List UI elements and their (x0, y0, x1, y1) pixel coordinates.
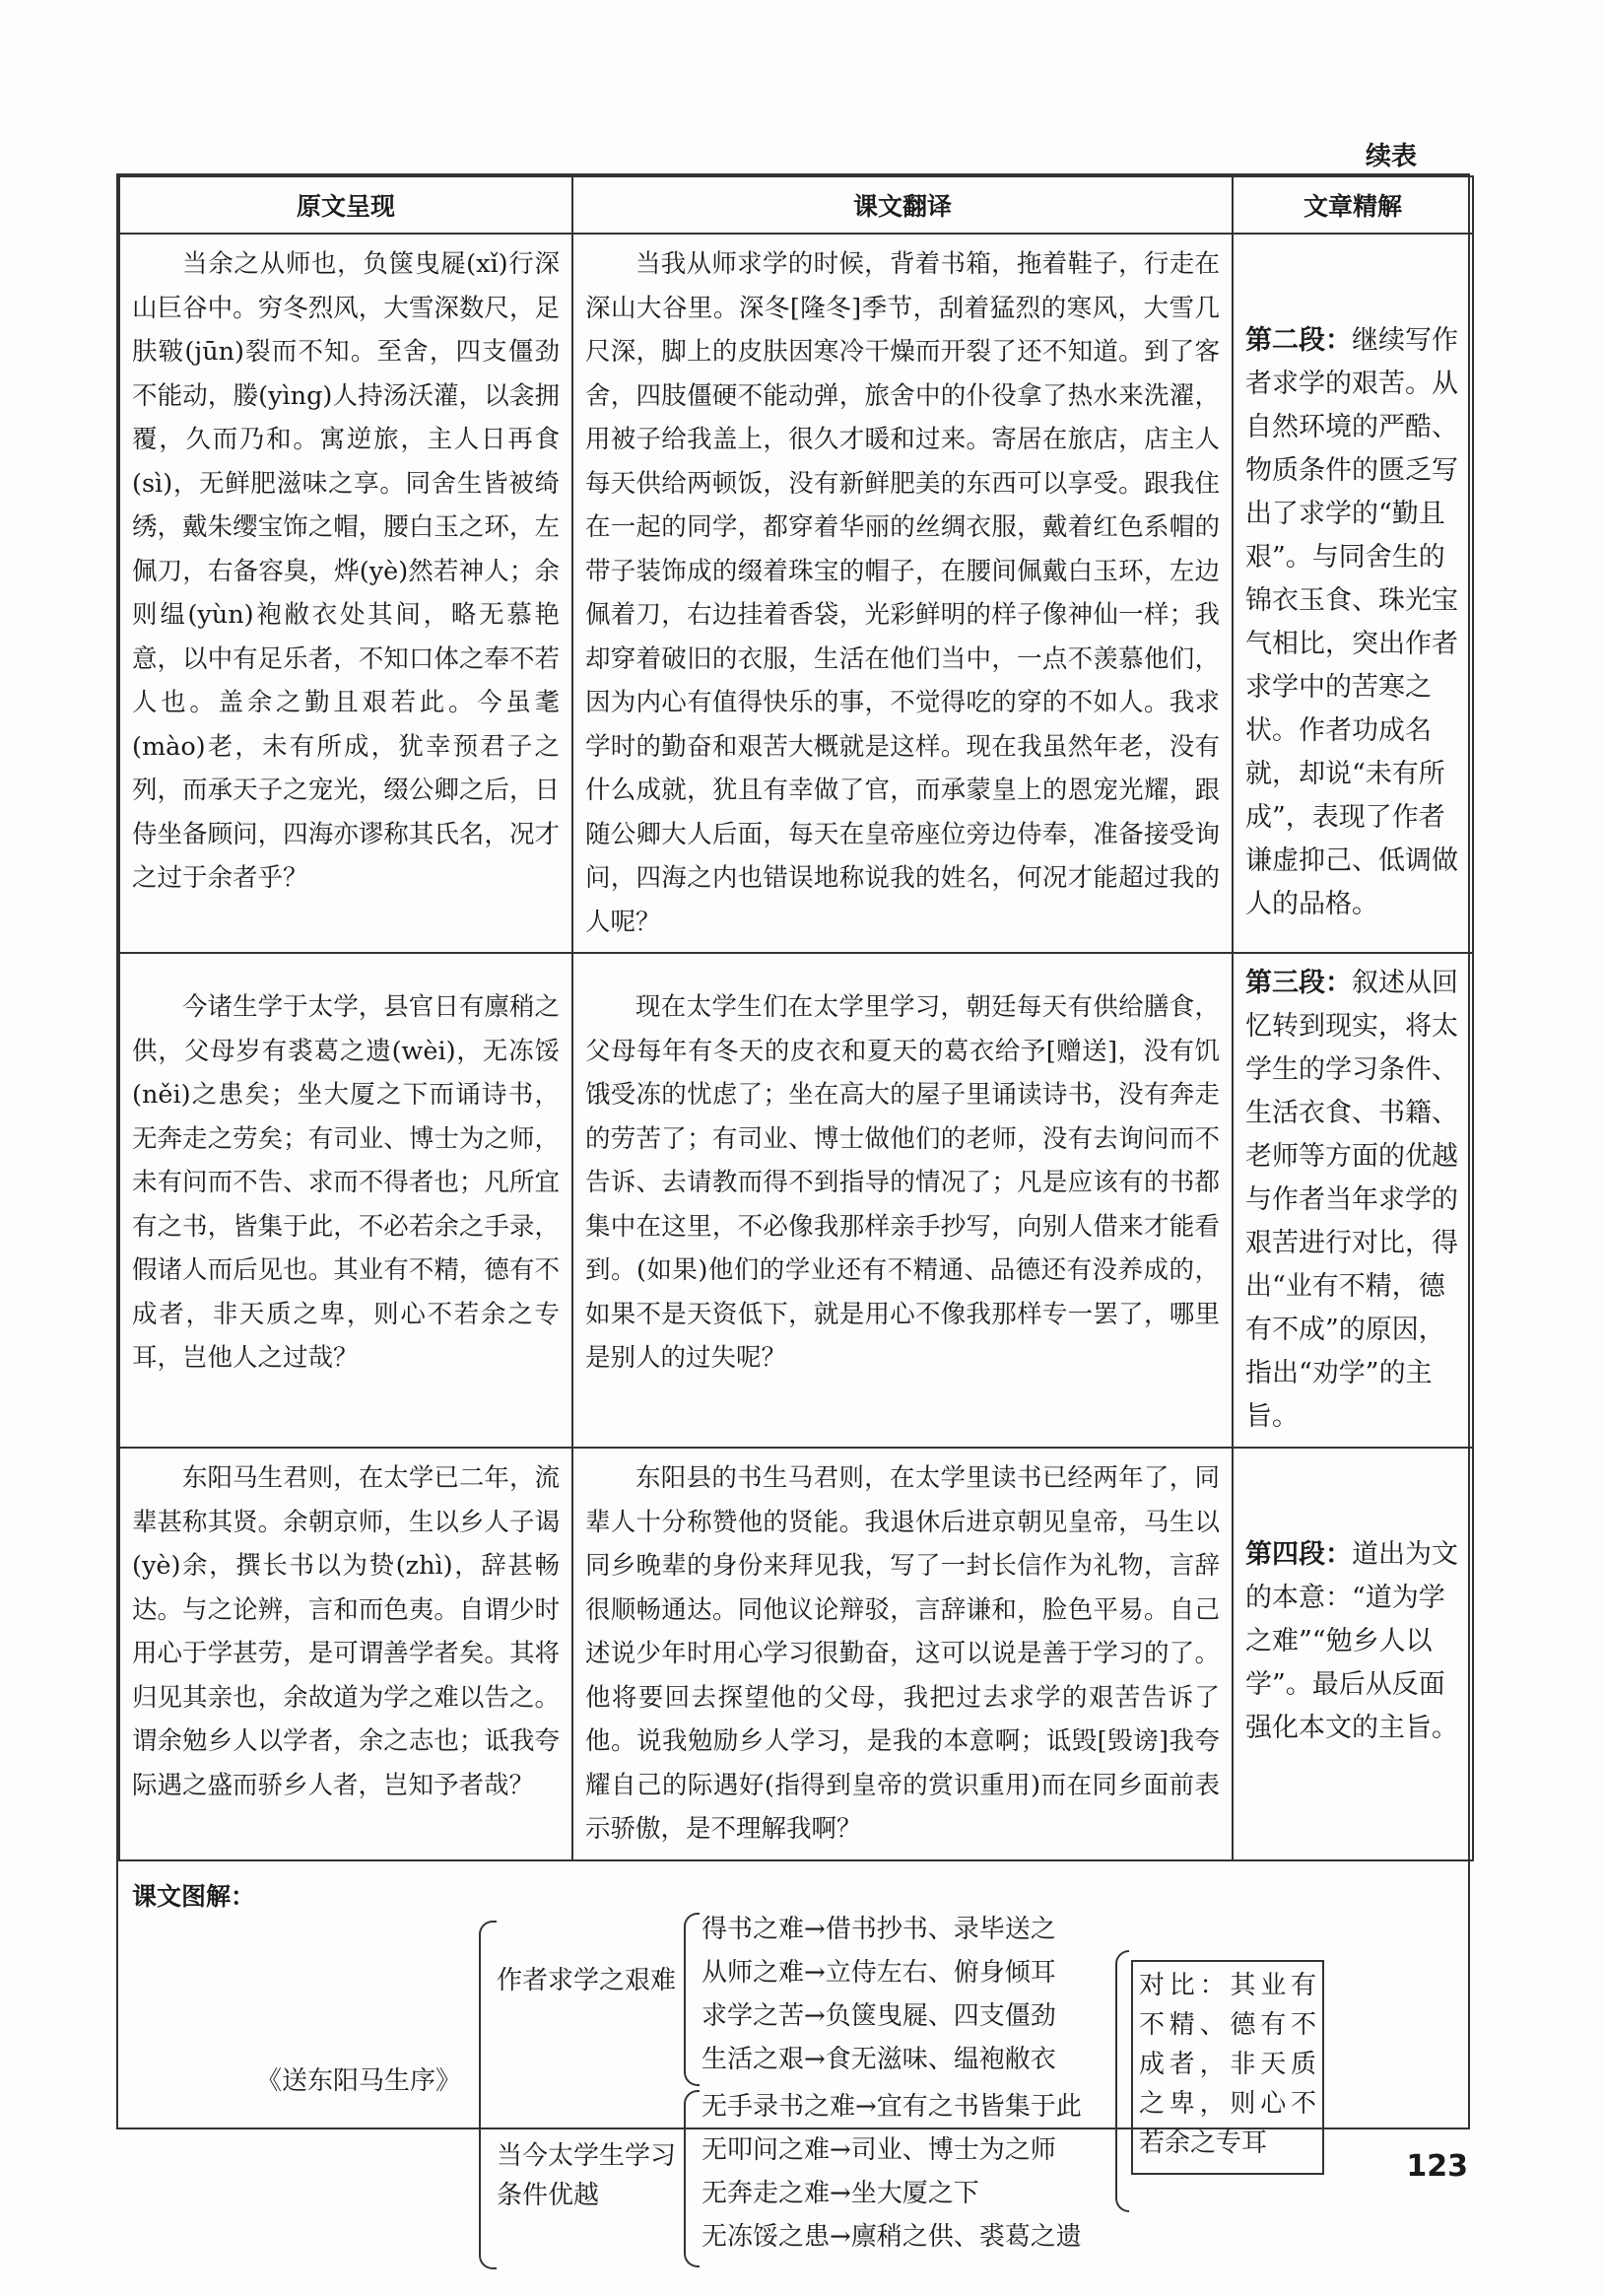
analysis-title: 第三段： (1245, 968, 1352, 998)
table-row (119, 234, 1473, 953)
original-text-cell (119, 234, 572, 953)
analysis-cell (1233, 1448, 1473, 1860)
branch2-brace (684, 2090, 700, 2267)
analysis-cell (1233, 953, 1473, 1448)
page-number: 123 (1406, 2149, 1468, 2184)
table-row (119, 953, 1473, 1448)
header-original: 原文呈现 (119, 176, 572, 234)
analysis-text: 道出为文的本意：“道为学之难”“勉乡人以学”。最后从反面强化本文的主旨。 (1245, 1539, 1458, 1743)
branch1-brace (684, 1913, 700, 2086)
translation-text: 东阳县的书生马君则，在太学里读书已经两年了，同辈人十分称赞他的贤能。我退休后进京朝见皇帝，马生以同乡晚辈的身份来拜见我，写了一封长信作为礼物，言辞很顺畅通达。同他议论辩驳，言辞谦和，脸色平易。自己述说少年时用心学习很勤奋，这可以说是善于学习的了。他将要回去探望他的父母，我把过去求学的艰苦告诉了他。说我勉励乡人学习，是我的本意啊；诋毁[毁谤]我夸耀自己的际遇好(指得到皇帝的赏识重用)而在同乡面前表示骄傲，是不理解我啊？ (585, 1463, 1220, 1844)
branch1-item: 从师之难→立侍左右、俯身倾耳 (702, 1957, 1056, 1988)
continued-label: 续表 (1365, 142, 1417, 171)
branch2-item: 无手录书之难→宜有之书皆集于此 (702, 2091, 1082, 2122)
table-row (119, 1448, 1473, 1860)
original-text: 今诸生学于太学，县官日有廪稍之供，父母岁有裘葛之遗(wèi)，无冻馁(něi)之患矣；坐大厦之下而诵诗书，无奔走之劳矣；有司业、博士为之师，未有问而不告、求而不得者也；凡所宜有之书，皆集于此，不必若余之手录，假诸人而后见也。其业有不精，德有不成者，非天质之卑，则心不若余之专耳，岂他人之过哉？ (132, 992, 560, 1373)
analysis-cell (1233, 234, 1473, 953)
original-text: 当余之从师也，负箧曳屣(xǐ)行深山巨谷中。穷冬烈风，大雪深数尺，足肤皲(jūn)裂而不知。至舍，四支僵劲不能动，媵(yìng)人持汤沃灌，以衾拥覆，久而乃和。寓逆旅，主人日再食(sì)，无鲜肥滋味之享。同舍生皆被绮绣，戴朱缨宝饰之帽，腰白玉之环，左佩刀，右备容臭，烨(yè)然若神人；余则缊(yùn)袍敝衣处其间，略无慕艳意，以中有足乐者，不知口体之奉不若人也。盖余之勤且艰若此。今虽耄(mào)老，未有所成，犹幸预君子之列，而承天子之宠光，缀公卿之后，日侍坐备顾问，四海亦谬称其氏名，况才之过于余者乎？ (132, 249, 560, 893)
translation-text: 现在太学生们在太学里学习，朝廷每天有供给膳食，父母每年有冬天的皮衣和夏天的葛衣给予[赠送]，没有饥饿受冻的忧虑了；坐在高大的屋子里诵读诗书，没有奔走的劳苦了；有司业、博士做他们的老师，没有去询问而不告诉、去请教而得不到指导的情况了；凡是应该有的书都集中在这里，不必像我那样亲手抄写，向别人借来才能看到。(如果)他们的学业还有不精通、品德还有没养成的，如果不是天资低下，就是用心不像我那样专一罢了，哪里是别人的过失呢？ (585, 992, 1220, 1373)
analysis-text: 叙述从回忆转到现实，将太学生的学习条件、生活衣食、书籍、老师等方面的优越与作者当年求学的艰苦进行对比，得出“业有不精，德有不成”的原因，指出“劝学”的主旨。 (1245, 968, 1458, 1432)
branch-student-conditions-2: 条件优越 (497, 2180, 600, 2210)
branch2-item: 无奔走之难→坐大厦之下 (702, 2178, 979, 2208)
branch1-item: 得书之难→借书抄书、录毕送之 (702, 1914, 1056, 1944)
branch2-item: 无冻馁之患→廪稍之供、裘葛之遗 (702, 2221, 1082, 2252)
text-diagram (118, 1861, 1468, 2281)
diagram-root: 《送东阳马生序》 (256, 2065, 462, 2096)
branch-student-conditions-1: 当今太学生学习 (497, 2140, 677, 2171)
branch1-item: 生活之艰→食无滋味、缊袍敝衣 (702, 2044, 1056, 2074)
content-table (118, 175, 1474, 1861)
original-text-cell (119, 1448, 572, 1860)
analysis-title: 第四段： (1245, 1539, 1352, 1570)
translation-cell (572, 953, 1233, 1448)
translation-text: 当我从师求学的时候，背着书箱，拖着鞋子，行走在深山大谷里。深冬[隆冬]季节，刮着猛烈的寒风，大雪几尺深，脚上的皮肤因寒冷干燥而开裂了还不知道。到了客舍，四肢僵硬不能动弹，旅舍中的仆役拿了热水来洗濯，用被子给我盖上，很久才暖和过来。寄居在旅店，店主人每天供给两顿饭，没有新鲜肥美的东西可以享受。跟我住在一起的同学，都穿着华丽的丝绸衣服，戴着红色系帽的带子装饰成的缀着珠宝的帽子，在腰间佩戴白玉环，左边佩着刀，右边挂着香袋，光彩鲜明的样子像神仙一样；我却穿着破旧的衣服，生活在他们当中，一点不羡慕他们，因为内心有值得快乐的事，不觉得吃的穿的不如人。我求学时的勤奋和艰苦大概就是这样。现在我虽然年老，没有什么成就，犹且有幸做了官，而承蒙皇上的恩宠光耀，跟随公卿大人后面，每天在皇帝座位旁边侍奉，准备接受询问，四海之内也错误地称说我的姓名，何况才能超过我的人呢？ (585, 249, 1220, 937)
header-translation: 课文翻译 (572, 176, 1233, 234)
branch2-item: 无叩问之难→司业、博士为之师 (702, 2134, 1056, 2165)
original-text: 东阳马生君则，在太学已二年，流辈甚称其贤。余朝京师，生以乡人子谒(yè)余，撰长书以为贽(zhì)，辞甚畅达。与之论辨，言和而色夷。自谓少时用心于学甚劳，是可谓善学者矣。其将归见其亲也，余故道为学之难以告之。谓余勉乡人以学者，余之志也；诋我夸际遇之盛而骄乡人者，岂知予者哉？ (132, 1463, 560, 1800)
diagram-label: 课文图解： (132, 1881, 256, 1911)
branch1-item: 求学之苦→负箧曳屣、四支僵劲 (702, 2000, 1056, 2031)
analysis-text: 继续写作者求学的艰苦。从自然环境的严酷、物质条件的匮乏写出了求学的“勤且艰”。与同舍生的锦衣玉食、珠光宝气相比，突出作者求学中的苦寒之状。作者功成名就，却说“未有所成”，表现了作者谦虚抑己、低调做人的品格。 (1245, 325, 1458, 919)
translation-cell (572, 1448, 1233, 1860)
contrast-brace (1115, 1950, 1129, 2212)
root-brace (479, 1921, 497, 2269)
contrast-box: 对比：其业有不精、德有不成者，非天质之卑，则心不若余之专耳 (1131, 1960, 1324, 2175)
diagram-body (118, 1861, 1472, 2281)
table-header-row (119, 176, 1473, 234)
branch-author-hardship: 作者求学之艰难 (497, 1965, 677, 1995)
header-analysis: 文章精解 (1233, 176, 1473, 234)
analysis-title: 第二段： (1245, 325, 1352, 356)
original-text-cell (119, 953, 572, 1448)
translation-cell (572, 234, 1233, 953)
